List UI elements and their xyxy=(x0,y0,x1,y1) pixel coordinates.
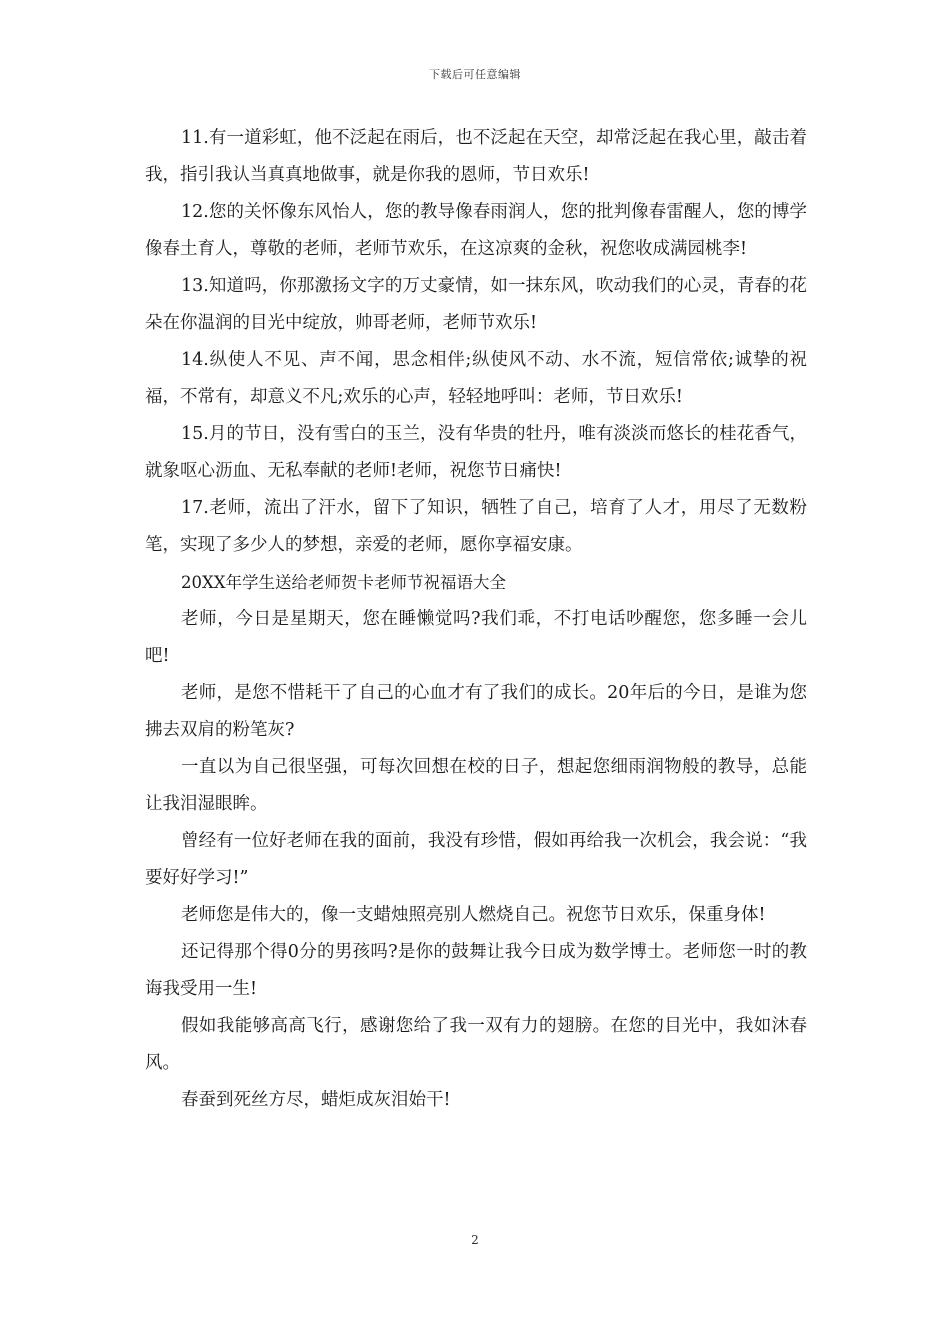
blessing-7: 假如我能够高高飞行，感谢您给了我一双有力的翅膀。在您的目光中，我如沐春风。 xyxy=(145,1016,807,1073)
blessing-5: 老师您是伟大的，像一支蜡烛照亮别人燃烧自己。祝您节日欢乐，保重身体! xyxy=(181,905,766,925)
paragraph-12: 12.您的关怀像东风怡人，您的教导像春雨润人，您的批判像春雷醒人，您的博学像春土育人，尊敬的老师，老师节欢乐，在这凉爽的金秋，祝您收成满园桃李! xyxy=(145,202,807,259)
paragraph-14: 14.纵使人不见、声不闻，思念相伴;纵使风不动、水不流，短信常依;诚挚的祝福，不常有，却意义不凡;欢乐的心声，轻轻地呼叫：老师，节日欢乐! xyxy=(145,350,807,407)
paragraph-17: 17.老师，流出了汗水，留下了知识，牺牲了自己，培育了人才，用尽了无数粉笔，实现了多少人的梦想，亲爱的老师，愿你享福安康。 xyxy=(145,498,807,555)
paragraph-11: 11.有一道彩虹，他不泛起在雨后，也不泛起在天空，却常泛起在我心里，敲击着我，指引我认当真真地做事，就是你我的恩师，节日欢乐! xyxy=(145,128,807,185)
document-body xyxy=(145,120,807,1119)
paragraph-13: 13.知道吗，你那激扬文字的万丈豪情，如一抹东风，吹动我们的心灵，青春的花朵在你温润的目光中绽放，帅哥老师，老师节欢乐! xyxy=(145,276,807,333)
blessing-1: 老师，今日是星期天，您在睡懒觉吗?我们乖，不打电话吵醒您，您多睡一会儿吧! xyxy=(145,609,807,666)
blessing-6: 还记得那个得0分的男孩吗?是你的鼓舞让我今日成为数学博士。老师您一时的教诲我受用一生! xyxy=(145,942,807,999)
blessing-3: 一直以为自己很坚强，可每次回想在校的日子，想起您细雨润物般的教导，总能让我泪湿眼眸。 xyxy=(145,757,807,814)
blessing-8: 春蚕到死丝方尽，蜡炬成灰泪始干! xyxy=(181,1090,451,1110)
page-number: 2 xyxy=(471,1233,479,1247)
paragraph-15: 15.月的节日，没有雪白的玉兰，没有华贵的牡丹，唯有淡淡而悠长的桂花香气，就象呕心沥血、无私奉献的老师!老师，祝您节日痛快! xyxy=(145,424,807,481)
blessing-4: 曾经有一位好老师在我的面前，我没有珍惜，假如再给我一次机会，我会说：“我要好好学习!” xyxy=(145,831,807,888)
section-title: 20XX年学生送给老师贺卡老师节祝福语大全 xyxy=(181,573,506,592)
page-header: 下载后可任意编辑 xyxy=(429,68,521,81)
blessing-2: 老师，是您不惜耗干了自己的心血才有了我们的成长。20年后的今日，是谁为您拂去双肩的粉笔灰? xyxy=(145,683,807,740)
